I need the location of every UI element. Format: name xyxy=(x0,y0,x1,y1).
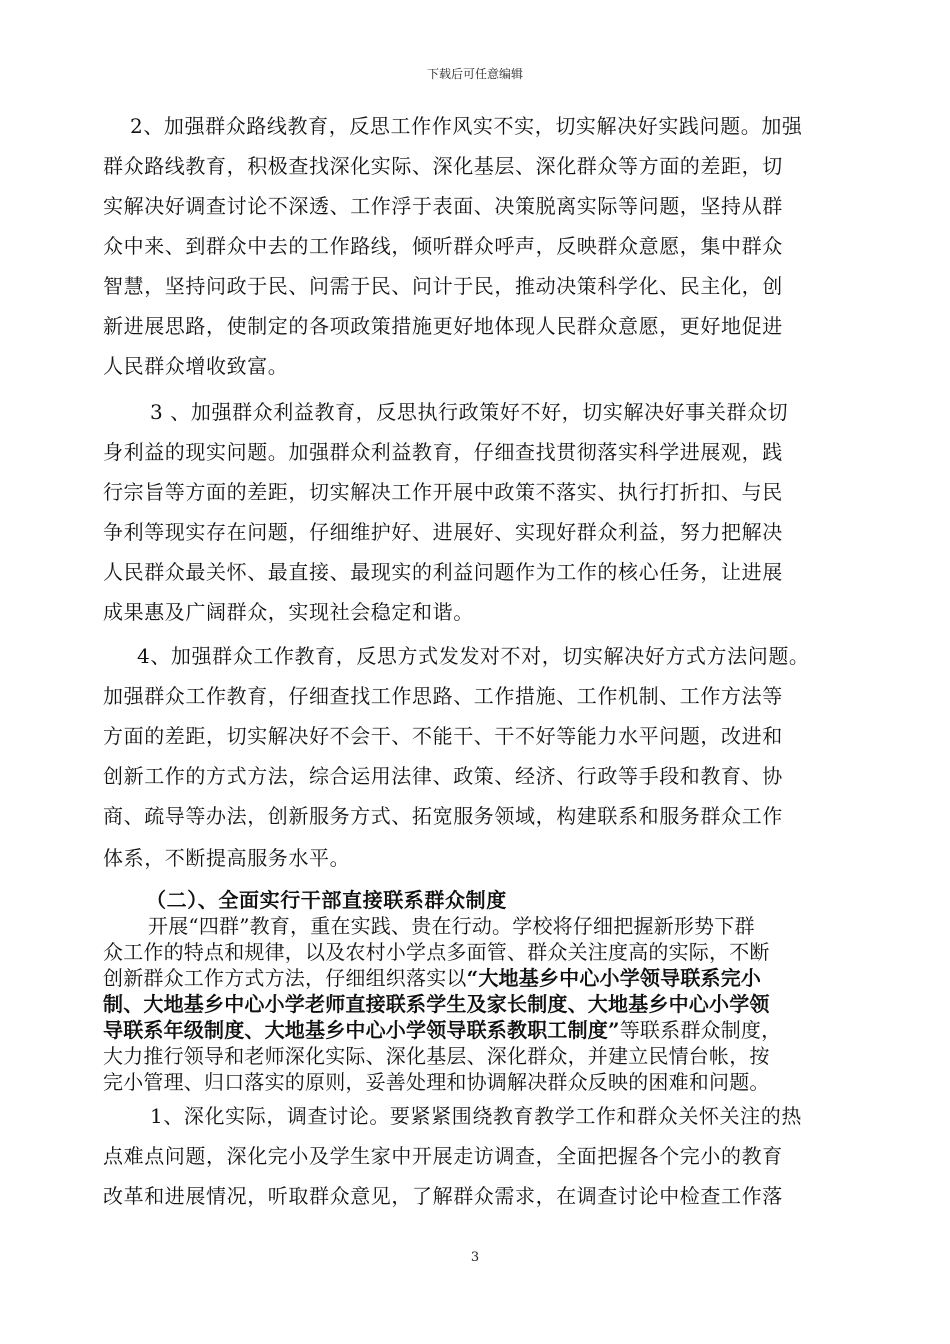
body-text-line: 2、加强群众路线教育，反思工作作风实不实，切实解决好实践问题。加强 xyxy=(130,114,803,138)
body-text-line: 成果惠及广阔群众，实现社会稳定和谐。 xyxy=(103,600,474,624)
body-text-line: 争利等现实存在问题，仔细维护好、进展好、实现好群众利益，努力把解决 xyxy=(103,520,783,544)
section-heading: （二）、全面实行干部直接联系群众制度 xyxy=(146,888,507,912)
text-span: 众工作的特点和规律，以及农村小学点多面管、群众关注度高的实际，不断 xyxy=(103,940,770,964)
bold-text-span: 导联系年级制度、大地基乡中心小学领导联系教职工制度” xyxy=(103,1018,620,1042)
body-text-line: 3 、加强群众利益教育，反思执行政策好不好，切实解决好事关群众切 xyxy=(150,400,789,424)
body-text-line: 4、加强群众工作教育，反思方式发发对不对，切实解决好方式方法问题。 xyxy=(137,644,810,668)
body-text-line: 人民群众增收致富。 xyxy=(103,354,289,378)
text-span: 等联系群众制度， xyxy=(619,1018,782,1042)
dense-text-line xyxy=(103,988,770,1017)
body-text-line: 新进展思路，使制定的各项政策措施更好地体现人民群众意愿，更好地促进 xyxy=(103,314,783,338)
page-number: 3 xyxy=(470,1250,480,1265)
page-header-note: 下载后可任意编辑 xyxy=(426,67,523,81)
dense-text-line xyxy=(148,910,755,939)
body-text-line: 群众路线教育，积极查找深化实际、深化基层、深化群众等方面的差距，切 xyxy=(103,154,783,178)
body-text-line: 方面的差距，切实解决好不会干、不能干、干不好等能力水平问题，改进和 xyxy=(103,724,783,748)
text-span: 创新群众工作方式方法，仔细组织落实以 xyxy=(103,966,467,990)
body-text-line: 身利益的现实问题。加强群众利益教育，仔细查找贯彻落实科学进展观，践 xyxy=(103,440,783,464)
text-span: 大力推行领导和老师深化实际、深化基层、深化群众，并建立民情台帐，按 xyxy=(103,1044,770,1068)
dense-text-line xyxy=(103,1040,770,1069)
dense-text-line xyxy=(103,1014,781,1043)
final-text-line: 点难点问题，深化完小及学生家中开展走访调查，全面把握各个完小的教育 xyxy=(103,1144,783,1168)
dense-text-line xyxy=(103,1066,770,1095)
body-text-line: 创新工作的方式方法，综合运用法律、政策、经济、行政等手段和教育、协 xyxy=(103,764,783,788)
body-text-line: 众中来、到群众中去的工作路线，倾听群众呼声，反映群众意愿，集中群众 xyxy=(103,234,783,258)
text-span: 开展“四群”教育，重在实践、贵在行动。学校将仔细把握新形势下群 xyxy=(148,914,755,938)
body-text-line: 体系，不断提高服务水平。 xyxy=(103,846,351,870)
body-text-line: 加强群众工作教育，仔细查找工作思路、工作措施、工作机制、工作方法等 xyxy=(103,684,783,708)
bold-text-span: 制、大地基乡中心小学老师直接联系学生及家长制度、大地基乡中心小学领 xyxy=(103,992,770,1016)
body-text-line: 人民群众最关怀、最直接、最现实的利益问题作为工作的核心任务，让进展 xyxy=(103,560,783,584)
body-text-line: 商、疏导等办法，创新服务方式、拓宽服务领域，构建联系和服务群众工作 xyxy=(103,804,783,828)
dense-text-line xyxy=(103,936,770,965)
text-span: 完小管理、归口落实的原则，妥善处理和协调解决群众反映的困难和问题。 xyxy=(103,1070,770,1094)
dense-text-line xyxy=(103,962,761,991)
body-text-line: 实解决好调查讨论不深透、工作浮于表面、决策脱离实际等问题，坚持从群 xyxy=(103,194,783,218)
final-text-line: 改革和进展情况，听取群众意见，了解群众需求，在调查讨论中检查工作落 xyxy=(103,1184,783,1208)
body-text-line: 智慧，坚持问政于民、问需于民、问计于民，推动决策科学化、民主化，创 xyxy=(103,274,783,298)
final-text-line: 1、深化实际，调查讨论。要紧紧围绕教育教学工作和群众关怀关注的热 xyxy=(150,1104,802,1128)
bold-text-span: “大地基乡中心小学领导联系完小 xyxy=(466,966,762,990)
body-text-line: 行宗旨等方面的差距，切实解决工作开展中政策不落实、执行打折扣、与民 xyxy=(103,480,783,504)
